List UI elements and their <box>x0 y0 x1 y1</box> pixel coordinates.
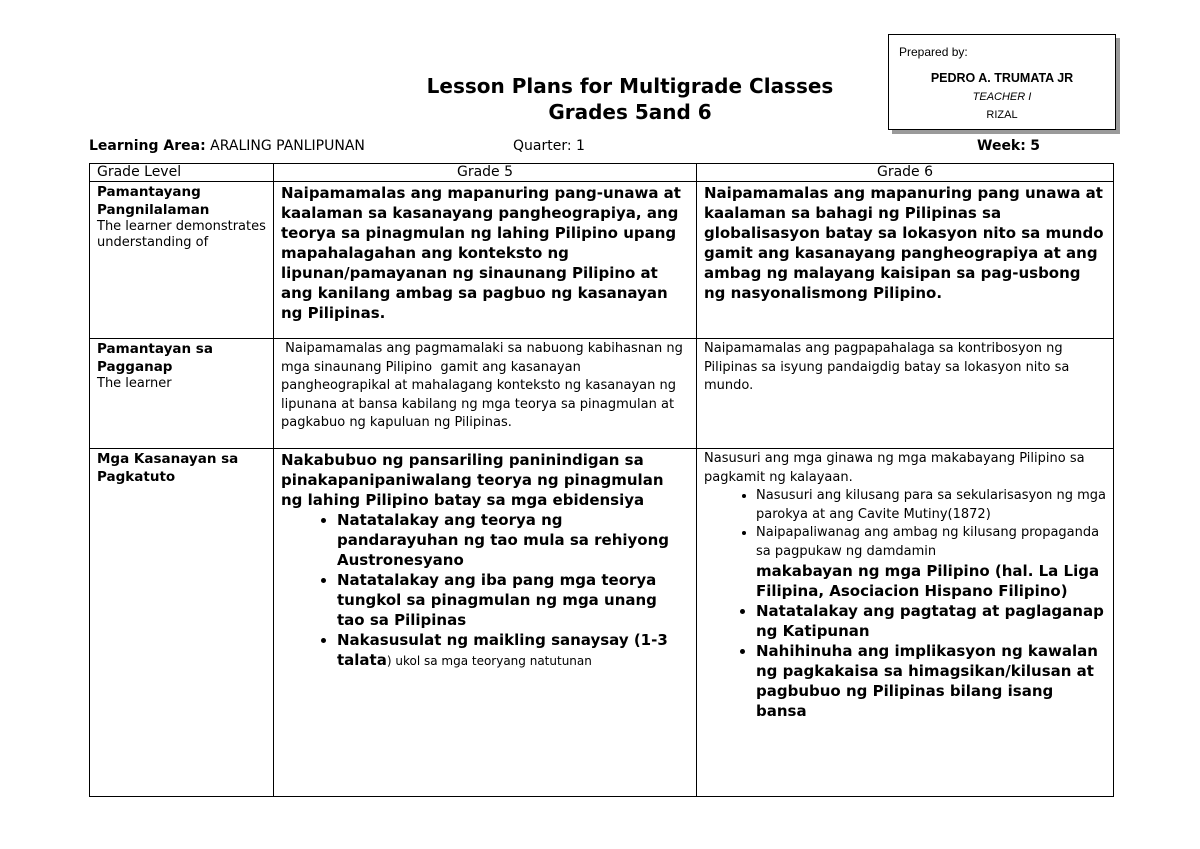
quarter-label: Quarter: <box>513 138 572 154</box>
column-header-grade-level: Grade Level <box>90 164 274 182</box>
list-item-rest: ) ukol sa mga teoryang natutunan <box>386 654 592 668</box>
list-item: • Nahihinuha ang implikasyon ng kawalan ng pagkakaisa sa himagsikan/kilusan at pagbubuo ng Pilipinas bilang isang bansa <box>756 641 1106 721</box>
row-level-cell <box>90 182 274 339</box>
grade-5-competency-intro: Nakabubuo ng pansariling paninindigan sa pinakapanipaniwalang teorya ng pinagmulan ng lahing Pilipino batay sa mga ebidensiya <box>281 451 664 509</box>
title-line-2: Grades 5and 6 <box>548 100 712 124</box>
row-level-subtitle: The learner demonstrates understanding of <box>97 219 266 250</box>
week <box>977 138 1040 154</box>
row-level-title: Pamantayang Pangnilalaman <box>97 184 210 218</box>
list-item-bold: Nakasusulat ng maikling sanaysay (1-3 talata <box>337 631 668 669</box>
learning-area-value: ARALING PANLIPUNAN <box>210 138 365 154</box>
row-level-cell <box>90 339 274 449</box>
table-header-row <box>90 164 1114 182</box>
list-item: • Natatalakay ang teorya ng pandarayuhan ng tao mula sa rehiyong Austronesyano <box>337 510 689 570</box>
grade-6-competency-intro: Nasusuri ang mga ginawa ng mga makabayang Pilipino sa pagkamit ng kalayaan. <box>704 451 1085 485</box>
grade-5-competency-list <box>281 510 689 671</box>
list-item-light: Naipapaliwanag ang ambag ng kilusang propaganda sa pagpukaw ng damdamin <box>756 525 1100 559</box>
grade-5-cell <box>274 449 697 797</box>
grade-6-cell <box>697 449 1114 797</box>
grade-5-cell <box>274 182 697 339</box>
grade-5-performance-standard: Naipamamalas ang pagmamalaki sa nabuong kabihasnan ng mga sinaunang Pilipino gamit ang kasanayan pangheograpikal at mahalagang konteksto ng kasanayan ng lipunana at bansa kabilang ng mga teorya sa pinagmulan at pagkabuo ng kapuluan ng Pilipinas. <box>281 341 688 430</box>
row-level-subtitle: The learner <box>97 376 172 391</box>
quarter <box>513 138 585 154</box>
week-value: 5 <box>1030 138 1041 154</box>
grade-6-cell <box>697 339 1114 449</box>
learning-area <box>89 138 365 154</box>
list-item-bold: makabayan ng mga Pilipino (hal. La Liga Filipina, Asociacion Hispano Filipino) <box>756 562 1100 600</box>
list-item <box>756 524 1106 601</box>
title-line-1: Lesson Plans for Multigrade Classes <box>426 74 834 98</box>
list-item: • Natatalakay ang iba pang mga teorya tungkol sa pinagmulan ng mga unang tao sa Pilipinas <box>337 570 689 630</box>
row-level-title: Pamantayan sa Pagganap <box>97 341 213 375</box>
prepared-by-place: RIZAL <box>986 109 1018 121</box>
prepared-by-name: PEDRO A. TRUMATA JR <box>930 71 1074 85</box>
grade-6-cell <box>697 182 1114 339</box>
grade-6-content-standard: Naipamamalas ang mapanuring pang unawa at kaalaman sa bahagi ng Pilipinas sa globalisasyon batay sa lokasyon nito sa mundo gamit ang kasanayang pangheograpiya at ang ambag ng malayang kaisipan sa pag-usbong ng nasyonalismong Pilipino. <box>704 184 1104 302</box>
table-row <box>90 449 1114 797</box>
row-level-title: Mga Kasanayan sa Pagkatuto <box>97 451 239 485</box>
learning-area-label: Learning Area: <box>89 138 206 154</box>
table-row <box>90 182 1114 339</box>
row-level-cell <box>90 449 274 797</box>
grade-6-competency-list <box>704 487 1106 721</box>
document-title <box>290 73 970 125</box>
list-item: • Nasusuri ang kilusang para sa sekularisasyon ng mga parokya at ang Cavite Mutiny(1872) <box>756 487 1106 524</box>
grade-5-content-standard: Naipamamalas ang mapanuring pang-unawa at kaalaman sa kasanayang pangheograpiya, ang teorya sa pinagmulan ng lahing Pilipino upang mapahalagahan ang konteksto ng lipunan/pamayanan ng sinaunang Pilipino at ang kanilang ambag sa pagbuo ng kasanayan ng Pilipinas. <box>281 184 681 322</box>
grade-6-performance-standard: Naipamamalas ang pagpapahalaga sa kontribosyon ng Pilipinas sa isyung pandaigdig batay sa lokasyon nito sa mundo. <box>704 341 1070 393</box>
list-item: • Natatalakay ang pagtatag at paglaganap ng Katipunan <box>756 601 1106 641</box>
column-header-grade-5: Grade 5 <box>274 164 697 182</box>
list-item <box>337 630 689 671</box>
week-label: Week: <box>977 138 1026 154</box>
lesson-plan-table <box>89 163 1114 797</box>
prepared-by-label: Prepared by: <box>899 45 968 59</box>
prepared-by-title: TEACHER I <box>972 91 1032 103</box>
column-header-grade-6: Grade 6 <box>697 164 1114 182</box>
quarter-value: 1 <box>576 138 585 154</box>
table-row <box>90 339 1114 449</box>
grade-5-cell <box>274 339 697 449</box>
